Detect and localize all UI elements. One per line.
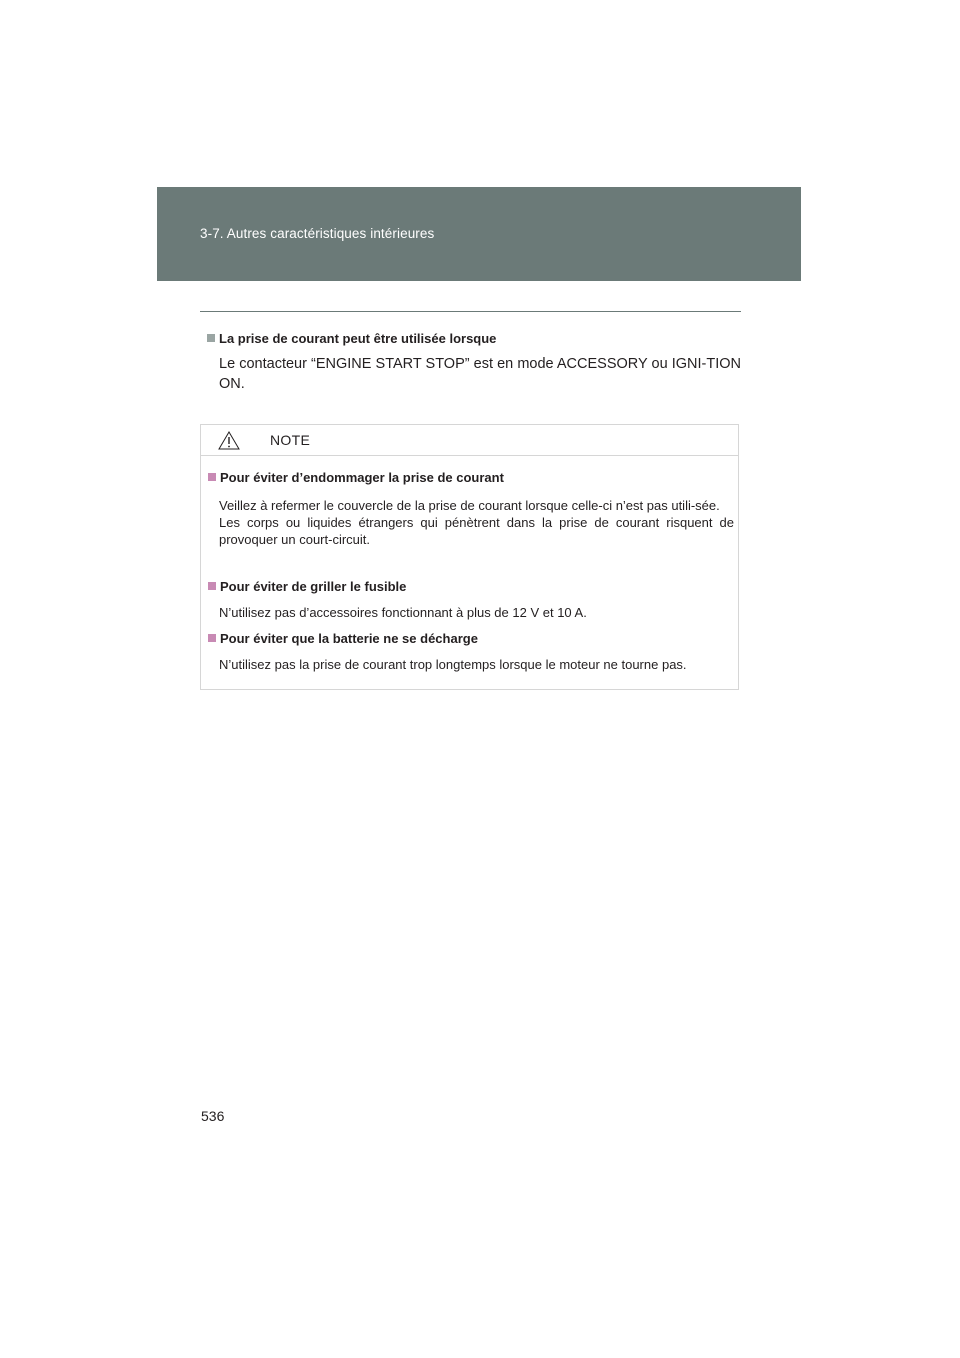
note-item-body bbox=[219, 604, 734, 621]
note-header bbox=[201, 425, 738, 456]
note-item-body bbox=[219, 656, 734, 673]
square-bullet-icon bbox=[208, 582, 216, 590]
square-bullet-icon bbox=[208, 473, 216, 481]
square-bullet-icon bbox=[208, 634, 216, 642]
section-divider bbox=[200, 311, 741, 312]
section-title: 3-7. Autres caractéristiques intérieures bbox=[200, 226, 435, 241]
note-item-line: N’utilisez pas la prise de courant trop longtemps lorsque le moteur ne tourne pas. bbox=[219, 657, 687, 672]
note-item-line: Les corps ou liquides étrangers qui pénètrent dans la prise de courant risquent de provoquer un court-circuit. bbox=[219, 515, 734, 547]
note-item-heading bbox=[208, 579, 406, 594]
intro-body: Le contacteur “ENGINE START STOP” est en mode ACCESSORY ou IGNI-TION ON. bbox=[219, 356, 741, 392]
note-item-heading bbox=[208, 470, 504, 485]
note-item-heading bbox=[208, 631, 478, 646]
note-item-heading-text: Pour éviter de griller le fusible bbox=[220, 579, 407, 594]
square-bullet-icon bbox=[207, 334, 215, 342]
note-item-line: Veillez à refermer le couvercle de la prise de courant lorsque celle-ci n’est pas utili-sée. bbox=[219, 498, 720, 513]
warning-triangle-icon bbox=[218, 431, 240, 450]
note-label: NOTE bbox=[270, 432, 311, 448]
note-item-heading-text: Pour éviter que la batterie ne se décharge bbox=[220, 631, 478, 646]
intro-heading-text: La prise de courant peut être utilisée lorsque bbox=[219, 331, 497, 346]
note-item-body bbox=[219, 497, 734, 548]
note-item-heading-text: Pour éviter d’endommager la prise de courant bbox=[220, 470, 504, 485]
note-item-line: N’utilisez pas d’accessoires fonctionnant à plus de 12 V et 10 A. bbox=[219, 605, 587, 620]
note-box bbox=[200, 424, 739, 690]
intro-heading bbox=[207, 331, 496, 346]
page-number: 536 bbox=[201, 1108, 225, 1124]
